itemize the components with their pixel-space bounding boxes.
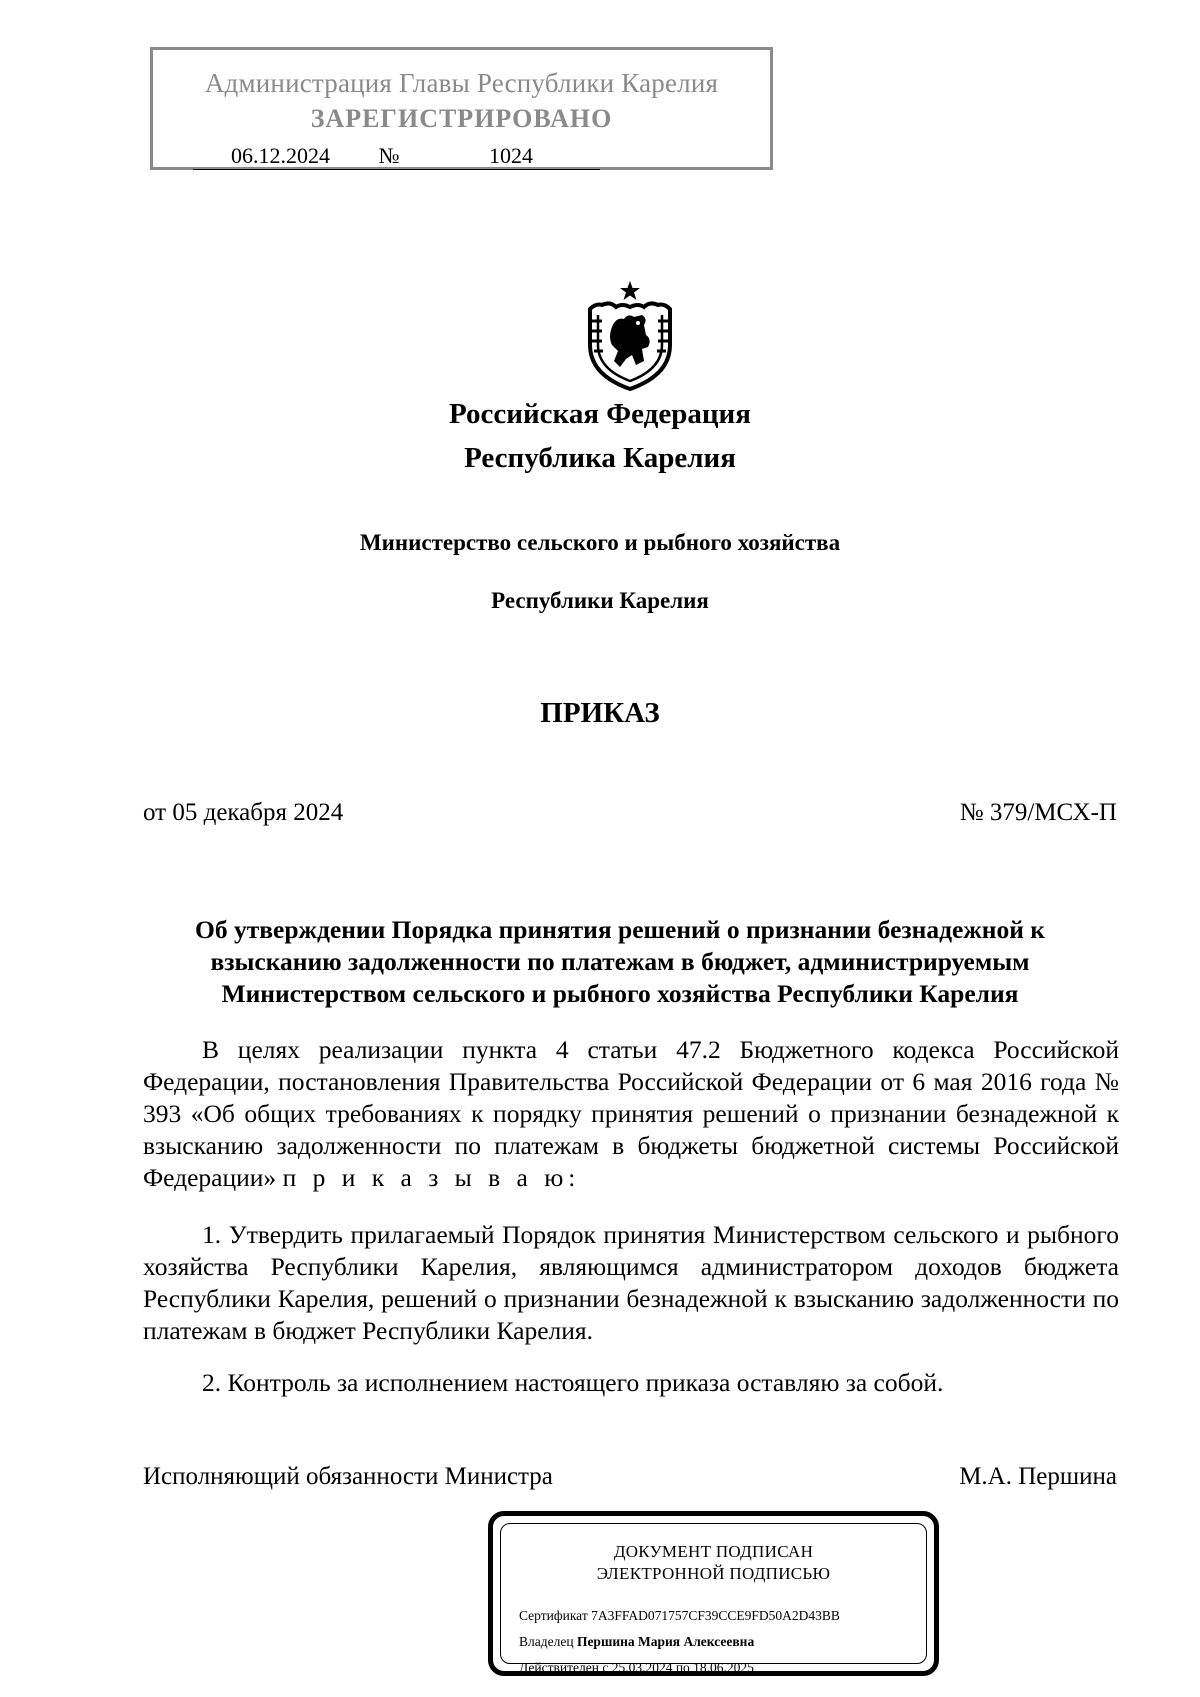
esign-valid-from: 25.03.2024 xyxy=(611,1660,673,1675)
esign-heading-line2: ЭЛЕКТРОННОЙ ПОДПИСЬЮ xyxy=(596,1564,831,1583)
esign-valid-to: 18.06.2025 xyxy=(693,1660,754,1675)
signer-title: Исполняющий обязанности Министра xyxy=(143,1463,553,1490)
esign-validity-row xyxy=(519,1660,754,1676)
esign-valid-label: Действителен xyxy=(519,1660,599,1675)
preamble-paragraph xyxy=(143,1034,1119,1194)
registration-number-label: № xyxy=(373,143,405,170)
directive-word: п р и к а з ы в а ю: xyxy=(282,1163,581,1192)
signer-name: М.А. Першина xyxy=(959,1463,1117,1490)
document-type-heading: ПРИКАЗ xyxy=(540,697,660,729)
republic-heading: Республика Карелия xyxy=(464,442,736,474)
esign-certificate-value: 7A3FFAD071757CF39CCE9FD50A2D43BB xyxy=(591,1608,840,1623)
esign-valid-to-label: по xyxy=(675,1660,690,1675)
esign-certificate-label: Сертификат xyxy=(519,1608,588,1623)
registration-status: ЗАРЕГИСТРИРОВАНО xyxy=(310,104,613,133)
electronic-signature-stamp xyxy=(488,1511,939,1676)
esign-owner-value: Першина Мария Алексеевна xyxy=(576,1634,755,1649)
registration-date-field xyxy=(193,143,373,170)
esign-certificate-row xyxy=(519,1608,840,1624)
registration-number: 1024 xyxy=(405,143,600,170)
registration-date: 06.12.2024 xyxy=(231,143,330,168)
electronic-signature-stamp-inner xyxy=(500,1523,927,1675)
esign-owner-label: Владелец xyxy=(519,1634,574,1649)
ministry-heading-line2: Республики Карелия xyxy=(491,588,709,613)
esign-valid-from-label: с xyxy=(602,1660,609,1675)
esign-heading-line1: ДОКУМЕНТ ПОДПИСАН xyxy=(613,1542,814,1561)
item-2-paragraph: 2. Контроль за исполнением настоящего приказа оставляю за собой. xyxy=(202,1368,944,1397)
ministry-heading-line1: Министерство сельского и рыбного хозяйства xyxy=(359,530,841,555)
item-1-paragraph: 1. Утвердить прилагаемый Порядок принятия Министерством сельского и рыбного хозяйства Республики Карелия, являющимся администратором доходов бюджета Республики Карелия, решений о признании безнадежной к взысканию задолженности по платежам в бюджет Республики Карелия. xyxy=(143,1220,1119,1345)
order-number: № 379/МСХ-П xyxy=(959,799,1117,826)
esign-owner-row xyxy=(519,1634,754,1650)
country-heading: Российская Федерация xyxy=(449,398,751,430)
order-date: от 05 декабря 2024 xyxy=(143,799,344,826)
karelia-coat-of-arms-icon xyxy=(586,279,674,391)
registration-stamp xyxy=(150,47,773,170)
order-subject: Об утверждении Порядка принятия решений о признании безнадежной к взысканию задолженности по платежам в бюджет, администрируемым Министерством сельского и рыбного хозяйства Республики Карелия xyxy=(195,915,1045,1008)
preamble-text: В целях реализации пункта 4 статьи 47.2 Бюджетного кодекса Российской Федерации, постановления Правительства Российской Федерации от 6 мая 2016 года № 393 «Об общих требованиях к порядку принятия решений о признании безнадежной к взысканию задолженности по платежам в бюджеты бюджетной системы Российской Федерации» xyxy=(143,1035,1119,1192)
registration-organization: Администрация Главы Республики Карелия xyxy=(204,68,719,98)
